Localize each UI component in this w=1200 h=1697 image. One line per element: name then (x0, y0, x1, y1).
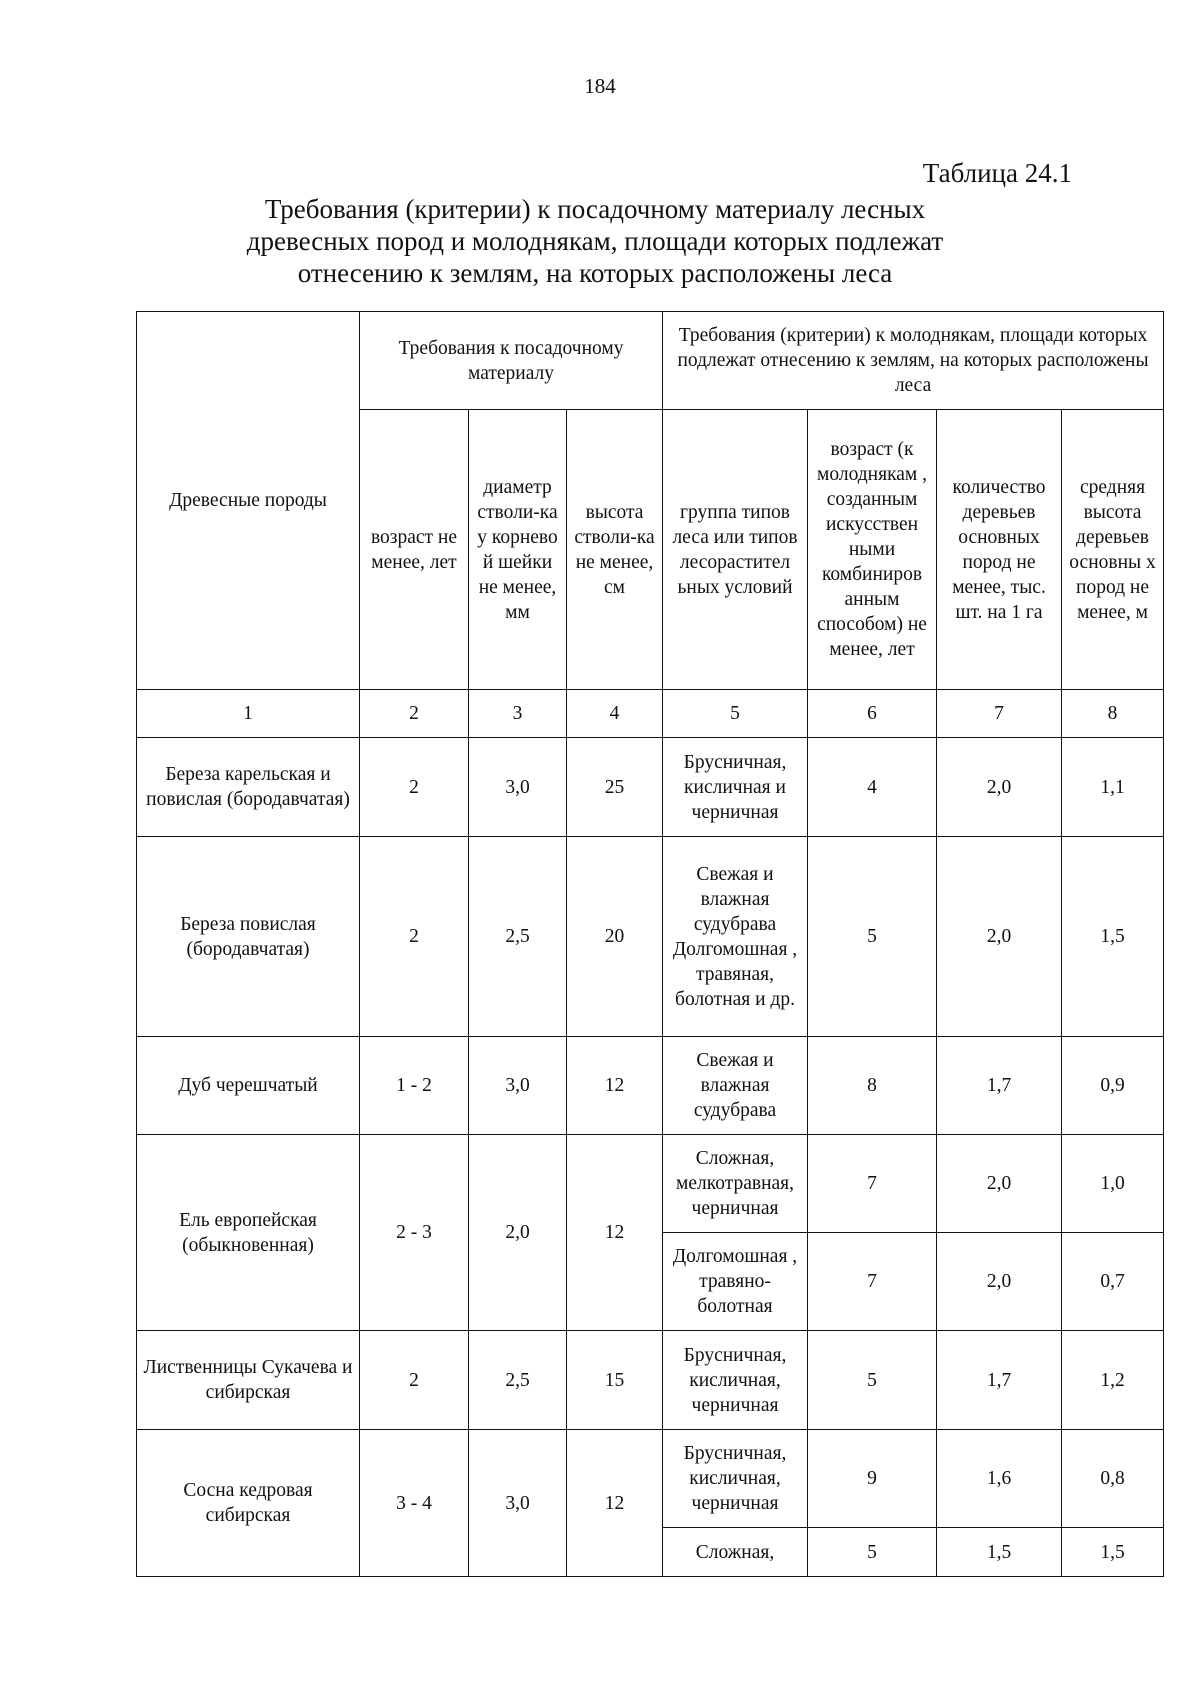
header-forest-type: группа типов леса или типов лесорастител ьных условий (663, 410, 808, 690)
table-title (200, 193, 990, 289)
title-line: Требования (критерии) к посадочному материалу лесных (264, 194, 926, 224)
tree-count-cell: 1,7 (937, 1037, 1062, 1135)
diameter-cell: 3,0 (469, 1037, 567, 1135)
diameter-cell: 2,5 (469, 837, 567, 1037)
avg-height-cell: 0,7 (1062, 1233, 1164, 1331)
avg-height-cell: 1,0 (1062, 1135, 1164, 1233)
col-number: 4 (567, 690, 663, 738)
tree-count-cell: 1,6 (937, 1430, 1062, 1528)
header-young-stands: Требования (критерии) к молоднякам, площади которых подлежат отнесению к землям, на которых расположены леса (663, 312, 1164, 410)
header-tree-count: количество деревьев основных пород не менее, тыс. шт. на 1 га (937, 410, 1062, 690)
col-number: 2 (360, 690, 469, 738)
tree-count-cell: 2,0 (937, 1135, 1062, 1233)
age-cell: 1 - 2 (360, 1037, 469, 1135)
diameter-cell: 2,0 (469, 1135, 567, 1331)
table-row (137, 837, 1164, 1037)
header-avg-height: средняя высота деревьев основны х пород не менее, м (1062, 410, 1164, 690)
forest-type-cell: Долгомошная , травяно-болотная (663, 1233, 808, 1331)
height-cell: 12 (567, 1135, 663, 1331)
header-age: возраст не менее, лет (360, 410, 469, 690)
age-cell: 3 - 4 (360, 1430, 469, 1577)
forest-type-cell: Сложная, (663, 1528, 808, 1577)
page-number: 184 (584, 74, 616, 98)
diameter-cell: 3,0 (469, 738, 567, 837)
avg-height-cell: 1,2 (1062, 1331, 1164, 1430)
table-label: Таблица 24.1 (922, 158, 1072, 188)
requirements-table (136, 311, 1164, 1577)
age-cell: 2 (360, 1331, 469, 1430)
young-age-cell: 7 (808, 1233, 937, 1331)
forest-type-cell: Брусничная, кисличная, черничная (663, 1430, 808, 1528)
young-age-cell: 4 (808, 738, 937, 837)
young-age-cell: 7 (808, 1135, 937, 1233)
species-cell: Ель европейская (обыкновенная) (137, 1135, 360, 1331)
avg-height-cell: 0,9 (1062, 1037, 1164, 1135)
age-cell: 2 (360, 837, 469, 1037)
height-cell: 25 (567, 738, 663, 837)
table-row (137, 1331, 1164, 1430)
young-age-cell: 5 (808, 1331, 937, 1430)
col-number: 1 (137, 690, 360, 738)
header-planting-material: Требования к посадочному материалу (360, 312, 663, 410)
table-row (137, 1037, 1164, 1135)
forest-type-cell: Брусничная, кисличная, черничная (663, 1331, 808, 1430)
forest-type-cell: Свежая и влажная судубрава Долгомошная , травяная, болотная и др. (663, 837, 808, 1037)
avg-height-cell: 0,8 (1062, 1430, 1164, 1528)
young-age-cell: 5 (808, 1528, 937, 1577)
diameter-cell: 3,0 (469, 1430, 567, 1577)
height-cell: 12 (567, 1037, 663, 1135)
species-cell: Лиственницы Сукачева и сибирская (137, 1331, 360, 1430)
title-line: древесных пород и молоднякам, площади которых подлежат (246, 226, 944, 256)
forest-type-cell: Свежая и влажная судубрава (663, 1037, 808, 1135)
forest-type-cell: Сложная, мелкотравная, черничная (663, 1135, 808, 1233)
species-cell: Береза карельская и повислая (бородавчатая) (137, 738, 360, 837)
species-cell: Береза повислая (бородавчатая) (137, 837, 360, 1037)
young-age-cell: 9 (808, 1430, 937, 1528)
col-number: 3 (469, 690, 567, 738)
avg-height-cell: 1,5 (1062, 1528, 1164, 1577)
header-diameter: диаметр стволи-ка у корнево й шейки не менее, мм (469, 410, 567, 690)
avg-height-cell: 1,5 (1062, 837, 1164, 1037)
avg-height-cell: 1,1 (1062, 738, 1164, 837)
header-height: высота стволи-ка не менее, см (567, 410, 663, 690)
table-row (137, 738, 1164, 837)
tree-count-cell: 1,7 (937, 1331, 1062, 1430)
tree-count-cell: 2,0 (937, 738, 1062, 837)
species-cell: Дуб черешчатый (137, 1037, 360, 1135)
col-number: 7 (937, 690, 1062, 738)
age-cell: 2 (360, 738, 469, 837)
col-number: 6 (808, 690, 937, 738)
title-line: отнесению к землям, на которых расположены леса (297, 258, 893, 288)
table-row (137, 1135, 1164, 1233)
forest-type-cell: Брусничная, кисличная и черничная (663, 738, 808, 837)
species-cell: Сосна кедровая сибирская (137, 1430, 360, 1577)
tree-count-cell: 1,5 (937, 1528, 1062, 1577)
col-number: 8 (1062, 690, 1164, 738)
table-row (137, 1430, 1164, 1528)
tree-count-cell: 2,0 (937, 1233, 1062, 1331)
age-cell: 2 - 3 (360, 1135, 469, 1331)
height-cell: 20 (567, 837, 663, 1037)
tree-count-cell: 2,0 (937, 837, 1062, 1037)
young-age-cell: 5 (808, 837, 937, 1037)
diameter-cell: 2,5 (469, 1331, 567, 1430)
height-cell: 15 (567, 1331, 663, 1430)
young-age-cell: 8 (808, 1037, 937, 1135)
header-species: Древесные породы (137, 312, 360, 690)
col-number: 5 (663, 690, 808, 738)
header-young-age: возраст (к молоднякам , созданным искусствен ными комбиниров анным способом) не менее, лет (808, 410, 937, 690)
height-cell: 12 (567, 1430, 663, 1577)
